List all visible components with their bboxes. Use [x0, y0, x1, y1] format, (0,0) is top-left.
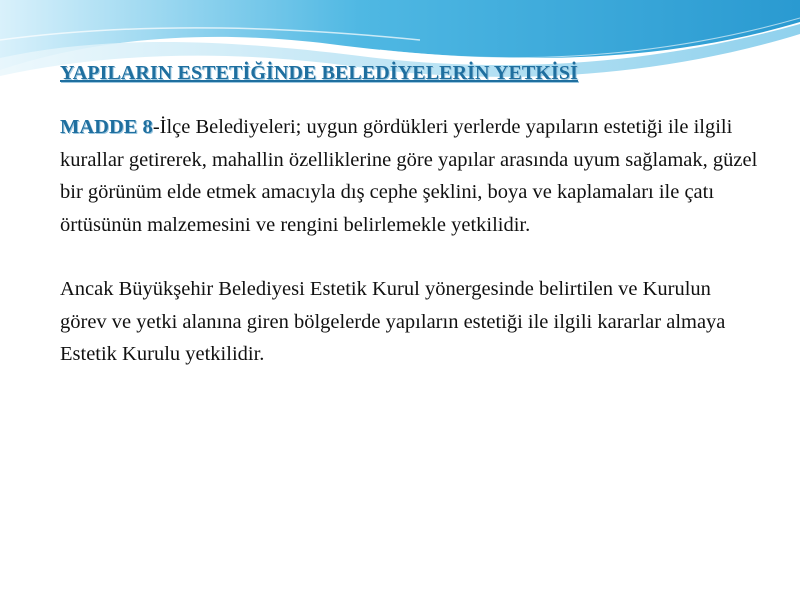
slide-body	[60, 62, 760, 371]
article-text: -İlçe Belediyeleri; uygun gördükleri yerlerde yapıların estetiği ile ilgili kurallar getirerek, mahallin özelliklerine göre yapılar arasında uyum sağlamak, güzel bir görünüm elde etmek amacıyla dış cephe şeklini, boya ve kaplamaları ile çatı örtüsünün malzemesini ve rengini belirlemekle yetkilidir.	[60, 116, 758, 236]
slide-title: YAPILARIN ESTETİĞİNDE BELEDİYELERİN YETKİSİ	[60, 62, 578, 84]
second-paragraph: Ancak Büyükşehir Belediyesi Estetik Kurul yönergesinde belirtilen ve Kurulun görev ve yetki alanına giren bölgelerde yapıların estetiği ile ilgili kararlar almaya Estetik Kurulu yetkilidir.	[60, 278, 726, 365]
article-label: MADDE 8	[60, 116, 153, 138]
article-paragraph	[60, 111, 760, 241]
